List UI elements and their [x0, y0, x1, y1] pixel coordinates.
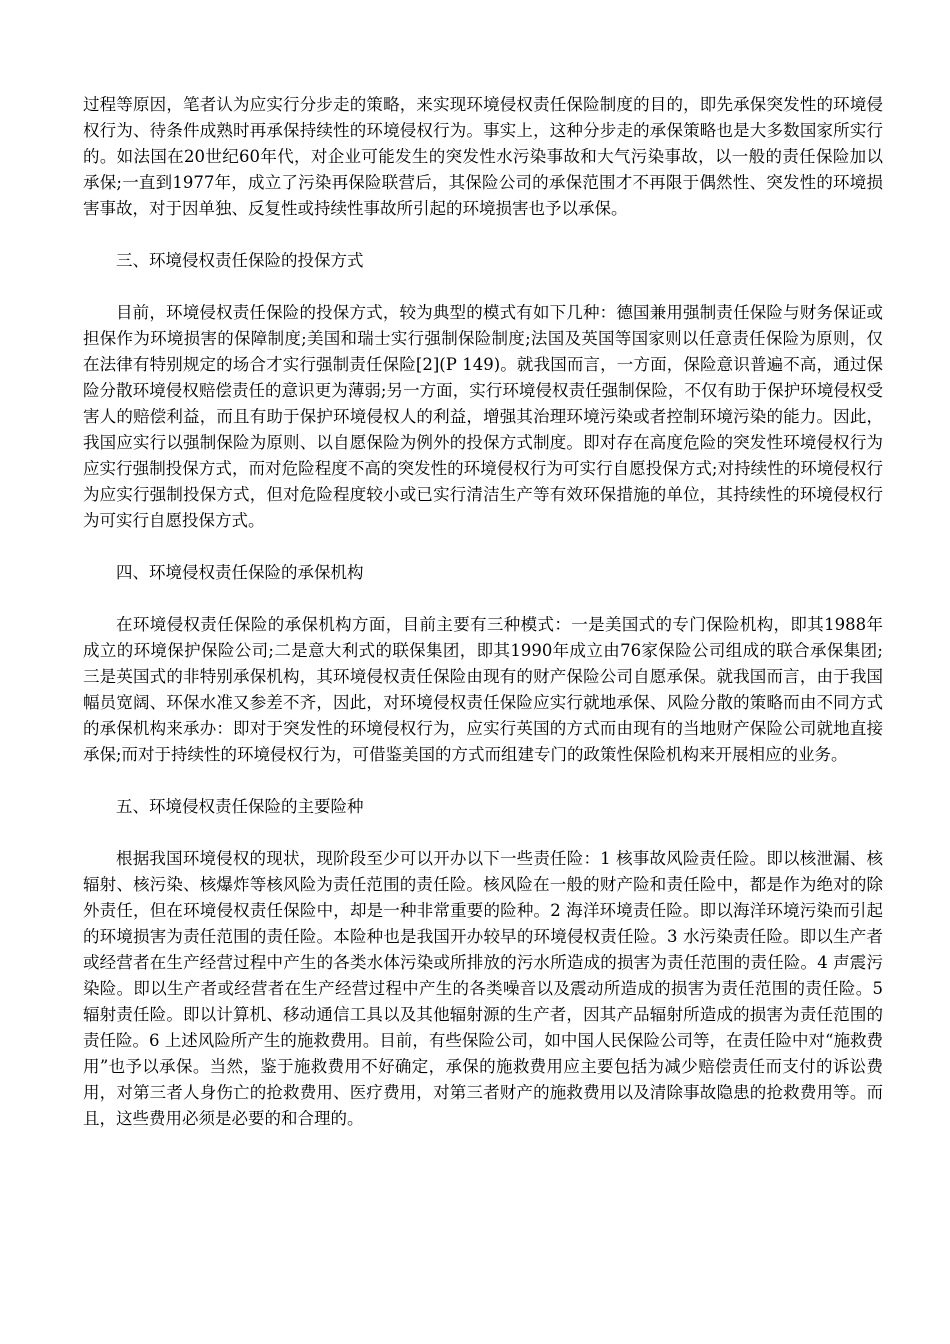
- paragraph-gap: [83, 274, 883, 300]
- paragraph-gap: [83, 222, 883, 248]
- section-heading-4: 四、环境侵权责任保险的承保机构: [116, 563, 364, 582]
- document-page: [83, 92, 883, 1132]
- paragraph-underwriting-institutions: 在环境侵权责任保险的承保机构方面，目前主要有三种模式：一是美国式的专门保险机构，即其1988年成立的环境保护保险公司;二是意大利式的联保集团，即其1990年成立由76家保险公司组成的联合承保集团;三是英国式的非特别承保机构，其环境侵权责任保险由现有的财产保险公司自愿承保。就我国而言，由于我国幅员宽阔、环保水准又参差不齐，因此，对环境侵权责任保险应实行就地承保、风险分散的策略而由不同方式的承保机构来承办：即对于突发性的环境侵权行为，应实行英国的方式而由现有的当地财产保险公司就地直接承保;而对于持续性的环境侵权行为，可借鉴美国的方式而组建专门的政策性保险机构来开展相应的业务。: [83, 615, 883, 764]
- paragraph-insurance-types: 根据我国环境侵权的现状，现阶段至少可以开办以下一些责任险：1 核事故风险责任险。即以核泄漏、核辐射、核污染、核爆炸等核风险为责任范围的责任险。核风险在一般的财产险和责任险中，都是作为绝对的除外责任，但在环境侵权责任保险中，却是一种非常重要的险种。2 海洋环境责任险。即以海洋环境污染而引起的环境损害为责任范围的责任险。本险种也是我国开办较早的环境侵权责任险。3 水污染责任险。即以生产者或经营者在生产经营过程中产生的各类水体污染或所排放的污水所造成的损害为责任范围的责任险。4 声震污染险。即以生产者或经营者在生产经营过程中产生的各类噪音以及震动所造成的损害为责任范围的责任险。5 辐射责任险。即以计算机、移动通信工具以及其他辐射源的生产者，因其产品辐射所造成的损害为责任范围的责任险。6 上述风险所产生的施救费用。目前，有些保险公司，如中国人民保险公司等，在责任险中对“施救费用”也予以承保。当然，鉴于施救费用不好确定，承保的施救费用应主要包括为减少赔偿责任而支付的诉讼费用，对第三者人身伤亡的抢救费用、医疗费用，对第三者财产的施救费用以及清除事故隐患的抢救费用等。而且，这些费用必须是必要的和合理的。: [83, 849, 883, 1128]
- paragraph-gap: [83, 586, 883, 612]
- paragraph-gap: [83, 768, 883, 794]
- paragraph-gap: [83, 820, 883, 846]
- section-heading-5: 五、环境侵权责任保险的主要险种: [116, 797, 364, 816]
- paragraph-continuation: 过程等原因，笔者认为应实行分步走的策略，来实现环境侵权责任保险制度的目的，即先承保突发性的环境侵权行为、待条件成熟时再承保持续性的环境侵权行为。事实上，这种分步走的承保策略也是大多数国家所实行的。如法国在20世纪60年代，对企业可能发生的突发性水污染事故和大气污染事故，以一般的责任保险加以承保;一直到1977年，成立了污染再保险联营后，其保险公司的承保范围才不再限于偶然性、突发性的环境损害事故，对于因单独、反复性或持续性事故所引起的环境损害也予以承保。: [83, 95, 883, 218]
- paragraph-insurance-method: 目前，环境侵权责任保险的投保方式，较为典型的模式有如下几种：德国兼用强制责任保险与财务保证或担保作为环境损害的保障制度;美国和瑞士实行强制保险制度;法国及英国等国家则以任意责任保险为原则，仅在法律有特别规定的场合才实行强制责任保险[2](P 149)。就我国而言，一方面，保险意识普遍不高，通过保险分散环境侵权赔偿责任的意识更为薄弱;另一方面，实行环境侵权责任强制保险，不仅有助于保护环境侵权受害人的赔偿利益，而且有助于保护环境侵权人的利益，增强其治理环境污染或者控制环境污染的能力。因此，我国应实行以强制保险为原则、以自愿保险为例外的投保方式制度。即对存在高度危险的突发性环境侵权行为应实行强制投保方式，而对危险程度不高的突发性的环境侵权行为可实行自愿投保方式;对持续性的环境侵权行为应实行强制投保方式，但对危险程度较小或已实行清洁生产等有效环保措施的单位，其持续性的环境侵权行为可实行自愿投保方式。: [83, 303, 883, 530]
- section-heading-3: 三、环境侵权责任保险的投保方式: [116, 251, 364, 270]
- paragraph-gap: [83, 534, 883, 560]
